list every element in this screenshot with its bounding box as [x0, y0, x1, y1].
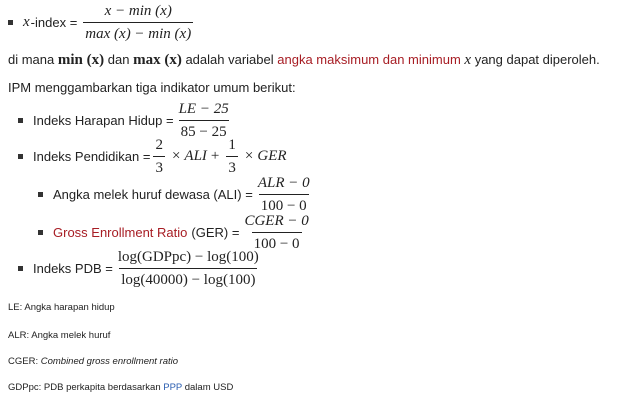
- fraction-1-denominator: 3: [153, 156, 165, 177]
- ger-fraction: [242, 212, 310, 253]
- life-index-label: Indeks Harapan Hidup =: [33, 113, 174, 128]
- education-fraction-1: [153, 136, 165, 177]
- bullet-icon: [38, 192, 43, 197]
- ger-numerator: CGER − 0: [244, 213, 309, 229]
- explanation-and: dan: [107, 52, 130, 67]
- ali-numerator: ALR − 0: [257, 175, 310, 191]
- gdp-denominator: log(40000) − log(100): [119, 268, 257, 289]
- education-index-label: Indeks Pendidikan =: [33, 149, 151, 164]
- fraction-1-numerator: 2: [155, 137, 163, 153]
- gdp-numerator: log(GDPpc) − log(100): [117, 249, 259, 265]
- ger-denominator: 100 − 0: [252, 232, 302, 253]
- fraction-2-denominator: 3: [226, 156, 238, 177]
- life-index-fraction: [177, 100, 231, 141]
- max-expression: max (x): [133, 52, 182, 68]
- x-index-denominator: max (x) − min (x): [83, 22, 193, 43]
- note-cger-prefix: CGER:: [8, 356, 39, 367]
- note-cger-text: Combined gross enrollment ratio: [40, 356, 179, 367]
- ali-term: ALI: [184, 148, 207, 164]
- plus-operator: +: [210, 148, 220, 164]
- x-index-label: -index =: [30, 15, 78, 30]
- life-index-numerator: LE − 25: [178, 101, 229, 117]
- education-fraction-2: [226, 136, 238, 177]
- education-index-formula: [18, 136, 287, 177]
- max-min-link[interactable]: angka maksimum dan minimum: [277, 52, 461, 67]
- x-index-formula: [8, 2, 196, 43]
- ger-formula: [38, 212, 314, 253]
- ger-label: (GER) =: [191, 225, 240, 240]
- bullet-icon: [18, 118, 23, 123]
- min-expression: min (x): [57, 52, 105, 68]
- x-index-var: x: [23, 14, 30, 30]
- note-gdppc-suffix: dalam USD: [184, 382, 234, 393]
- note-le: LE: Angka harapan hidup: [8, 302, 115, 313]
- x-index-fraction: [83, 2, 193, 43]
- note-cger: [8, 356, 178, 367]
- x-index-numerator: x − min (x): [104, 3, 172, 19]
- fraction-2-numerator: 1: [228, 137, 236, 153]
- ali-denominator: 100 − 0: [259, 194, 309, 215]
- explanation-suffix: yang dapat diperoleh.: [474, 52, 600, 67]
- ppp-link[interactable]: PPP: [163, 382, 183, 393]
- explanation-prefix: di mana: [8, 52, 55, 67]
- ali-formula: [38, 174, 315, 215]
- explanation-paragraph: [8, 52, 600, 69]
- gdp-index-formula: [18, 248, 264, 289]
- explanation-var: x: [464, 52, 472, 68]
- note-gdppc: [8, 382, 233, 393]
- bullet-icon: [18, 154, 23, 159]
- bullet-icon: [18, 266, 23, 271]
- gdp-fraction: [116, 248, 261, 289]
- times-operator: ×: [171, 148, 181, 164]
- life-index-formula: [18, 100, 234, 141]
- bullet-icon: [38, 230, 43, 235]
- ali-label: Angka melek huruf dewasa (ALI) =: [53, 187, 253, 202]
- bullet-icon: [8, 20, 13, 25]
- times-operator: ×: [244, 148, 254, 164]
- ger-link[interactable]: Gross Enrollment Ratio: [53, 225, 188, 240]
- life-index-denominator: 85 − 25: [179, 120, 229, 141]
- note-alr: ALR: Angka melek huruf: [8, 330, 111, 341]
- explanation-middle: adalah variabel: [185, 52, 274, 67]
- note-gdppc-prefix: GDPpc: PDB perkapita berdasarkan: [8, 382, 161, 393]
- ger-term: GER: [257, 148, 287, 164]
- ali-fraction: [256, 174, 312, 215]
- intro-text: IPM menggambarkan tiga indikator umum berikut:: [8, 80, 296, 95]
- gdp-index-label: Indeks PDB =: [33, 261, 113, 276]
